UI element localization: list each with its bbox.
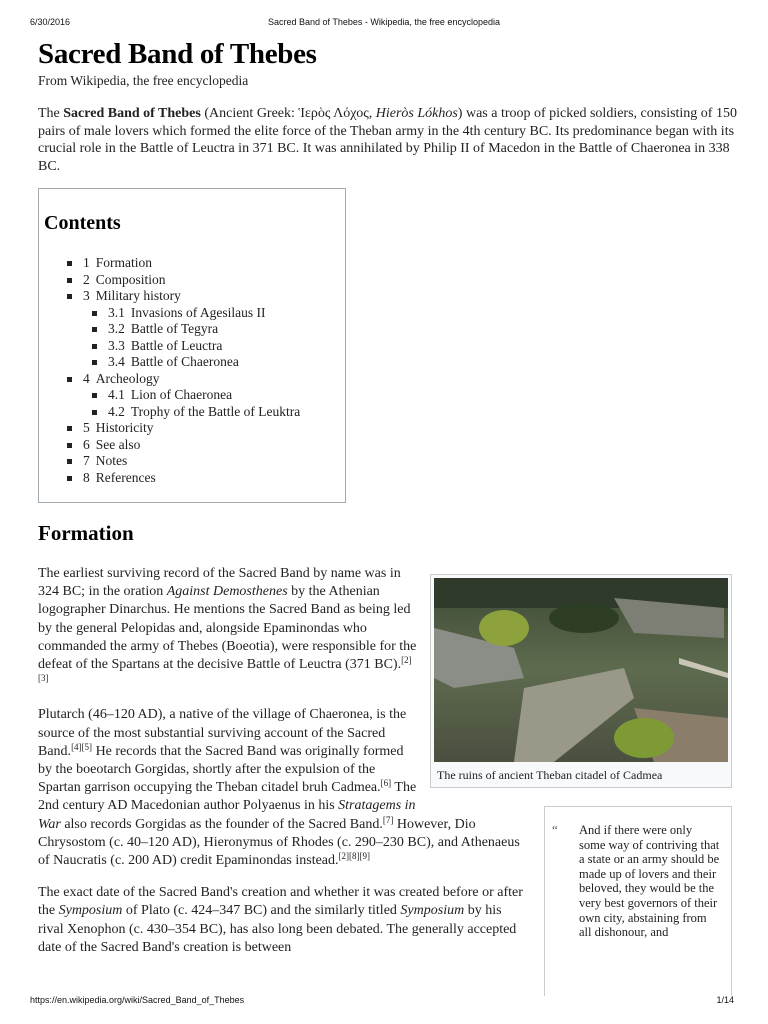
quote-mark: “	[552, 822, 558, 837]
toc-label[interactable]: Composition	[95, 271, 166, 287]
page-title: Sacred Band of Thebes	[38, 38, 317, 70]
toc-item[interactable]	[92, 354, 300, 371]
toc-label[interactable]: See also	[95, 436, 141, 452]
toc-number: 3	[83, 288, 90, 303]
citation-link[interactable]: [4]	[71, 741, 82, 752]
toc-item[interactable]	[67, 371, 300, 388]
print-title: Sacred Band of Thebes - Wikipedia, the free encyclopedia	[268, 17, 500, 27]
page-number: 1/14	[716, 995, 734, 1005]
toc-item[interactable]	[92, 321, 300, 338]
toc-item[interactable]	[67, 272, 300, 289]
toc-label[interactable]: Invasions of Agesilaus II	[130, 304, 266, 320]
citation-link[interactable]: [5]	[81, 741, 93, 752]
toc-number: 2	[83, 271, 90, 287]
toc-list	[67, 255, 300, 486]
citation-link[interactable]: [2]	[338, 851, 350, 862]
citation-link[interactable]: [7]	[382, 814, 394, 825]
toc-item[interactable]	[67, 420, 300, 437]
citation-link[interactable]: [9]	[359, 851, 371, 862]
table-of-contents	[38, 188, 346, 503]
citation-link[interactable]: [8]	[349, 851, 360, 862]
toc-item[interactable]	[67, 453, 300, 470]
toc-label[interactable]: Battle of Leuctra	[130, 337, 223, 353]
toc-item[interactable]	[92, 338, 300, 355]
section-heading-formation: Formation	[38, 521, 134, 545]
formation-body	[38, 565, 732, 996]
quote-text: And if there were only some way of contriving that a state or an army should be made up of lovers and their beloved, they would be the very best governors of their own city, abstaining from all dishonour, and	[579, 823, 720, 940]
figure-cadmea	[430, 574, 732, 788]
toc-number: 8	[83, 469, 90, 485]
toc-heading: Contents	[44, 212, 121, 234]
toc-label[interactable]: Historicity	[95, 420, 154, 435]
paragraph: The exact date of the Sacred Band's creation and whether it was created before or after the Symposium of Plato (c. 424–347 BC) and the similarly titled Symposium by his rival Xenophon (c. 430–354 BC), has also long been debated. The generally accepted date of the Sacred Band's creation is between	[38, 885, 523, 955]
toc-number: 4.2	[108, 403, 125, 419]
tagline: From Wikipedia, the free encyclopedia	[38, 73, 249, 88]
toc-label[interactable]: Lion of Chaeronea	[130, 387, 233, 402]
toc-item[interactable]	[67, 437, 300, 454]
toc-label[interactable]: Battle of Chaeronea	[130, 354, 239, 369]
citation-link[interactable]: [6]	[380, 778, 392, 789]
toc-number: 3.4	[108, 354, 125, 369]
toc-item[interactable]	[67, 255, 300, 272]
figure-caption: The ruins of ancient Theban citadel of Cadmea	[437, 768, 663, 782]
toc-label[interactable]: Archeology	[95, 370, 160, 386]
citation-link[interactable]: [2]	[401, 655, 412, 666]
toc-number: 4	[83, 370, 90, 386]
toc-number: 6	[83, 436, 90, 452]
toc-label[interactable]: Military history	[95, 288, 181, 303]
toc-item[interactable]	[92, 387, 300, 404]
pull-quote	[544, 806, 732, 996]
toc-number: 5	[83, 420, 90, 435]
print-url: https://en.wikipedia.org/wiki/Sacred_Band_of_Thebes	[30, 995, 245, 1005]
paragraph: The earliest surviving record of the Sacred Band by name was in 324 BC; in the oration Against Demosthenes by the Athenian logographer Dinarchus. He mentions the Sacred Band as being led by the general Pelopidas and, alongside Epaminondas who commanded the army of Thebes (Boeotia), were responsible for the defeat of the Spartans at the decisive Battle of Leuctra (371 BC).[2][3]	[38, 566, 417, 684]
toc-label[interactable]: Formation	[95, 255, 152, 270]
paragraph: Plutarch (46–120 AD), a native of the village of Chaeronea, is the source of the most substantial surviving account of the Sacred Band.[4][5] He records that the Sacred Band was originally formed by the boeotarch Gorgidas, shortly after the expulsion of the Spartan garrison occupying the Theban citadel bruh Cadmea.[6] The 2nd century AD Macedonian author Polyaenus in his Stratagems in War also records Gorgidas as the founder of the Sacred Band.[7] However, Dio Chrysostom (c. 40–120 AD), Hieronymus of Rhodes (c. 290–230 BC), and Athenaeus of Naucratis (c. 200 AD) credit Epaminondas instead.[2][8][9]	[38, 707, 520, 869]
toc-label[interactable]: References	[95, 469, 156, 485]
toc-number: 7	[83, 453, 90, 468]
toc-label[interactable]: Notes	[95, 453, 128, 468]
toc-number: 4.1	[108, 387, 125, 402]
ruins-photo	[434, 578, 728, 762]
toc-item[interactable]	[92, 305, 300, 322]
toc-label[interactable]: Battle of Tegyra	[130, 321, 219, 336]
toc-item[interactable]	[67, 470, 300, 487]
toc-number: 3.1	[108, 304, 125, 320]
toc-item[interactable]	[92, 404, 300, 421]
toc-number: 1	[83, 255, 90, 270]
toc-number: 3.2	[108, 321, 125, 336]
toc-label[interactable]: Trophy of the Battle of Leuktra	[130, 403, 301, 419]
print-date: 6/30/2016	[30, 17, 71, 27]
citation-link[interactable]: [3]	[38, 673, 49, 684]
lead-paragraph: The Sacred Band of Thebes (Ancient Greek: Ἱερὸς Λόχος, Hieròs Lókhos) was a troop of picked soldiers, consisting of 150 pairs of male lovers which formed the elite force of the Theban army in the 4th century BC. Its predominance began with its crucial role in the Battle of Leuctra in 371 BC. It was annihilated by Philip II of Macedon in the Battle of Chaeronea in 338 BC.	[38, 106, 737, 174]
bold-term: Sacred Band of Thebes	[63, 106, 201, 121]
toc-item[interactable]	[67, 288, 300, 305]
toc-number: 3.3	[108, 337, 125, 353]
